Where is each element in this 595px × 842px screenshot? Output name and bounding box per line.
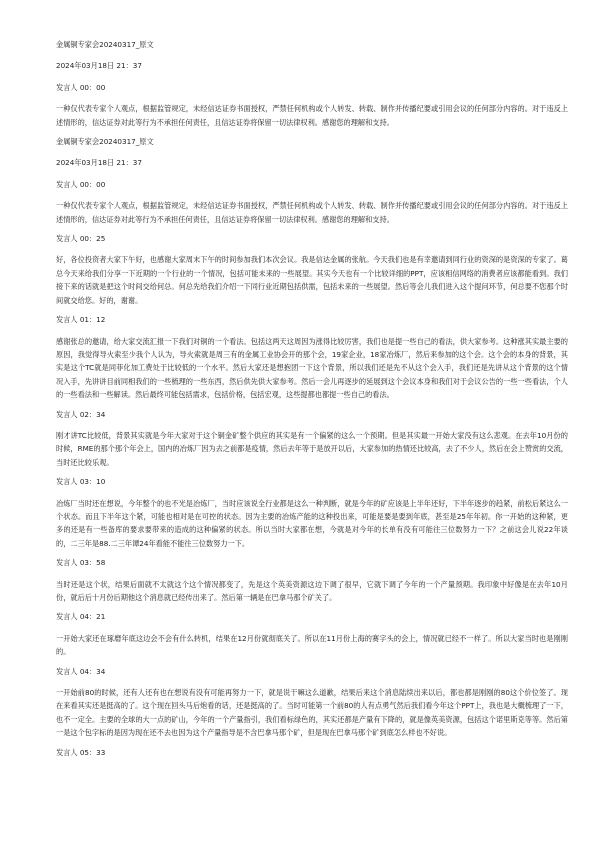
speaker-label: 发言人 05：33 — [56, 747, 106, 757]
transcript-paragraph: 当时还是这个状，结果后面就不太就这个这个情况都变了，先是这个英美资源这边下调了很早，它就下调了今年的一个产量预期。我印象中好像是在去年10月份，就后后十月份后期他这个消息就已经传出来了。然后第一辆是在巴拿马那个矿关了。 — [56, 579, 568, 602]
doc-timestamp: 2024年03月18日 21：37 — [56, 61, 142, 71]
speaker-label: 发言人 03：58 — [56, 558, 106, 568]
speaker-label: 发言人 00：25 — [56, 234, 106, 244]
speaker-label: 发言人 03：10 — [56, 477, 106, 487]
transcript-paragraph: 好，各位投资者大家下午好，也感谢大家周末下午的时间参加我们本次会议。我是信达金属的张航。今天我们也是有幸邀请到同行业的资深的是资深的专家了。葛总今天来给我们分享一下近期的一个行业的一个情况，包括可能未来的一些展望。其实今天也有一个比较详细的PPT，应该相信网络的消费者应该都能看到。我们接下来的话就是把这个时间交给何总。何总先给我们介绍一下同行业近期包括供需，包括未来的一些展望。然后等会儿我们进入这个提问环节，何总要不您那个时间就交给您。好的，谢谢。 — [56, 255, 568, 305]
doc-timestamp: 2024年03月18日 21：37 — [56, 158, 142, 168]
transcript-paragraph: 一开始大家还在琢磨年底这边会不会有什么转机，结果在12月份就彻底关了。所以在11月份上海的赛字头的会上，情况就已经不一样了。所以大家当时也是刚刚的。 — [56, 633, 568, 657]
speaker-label: 发言人 04：34 — [56, 666, 106, 676]
disclaimer-paragraph: 一种仅代表专家个人观点，根据监管规定，未经信达证券书面授权，严禁任何机构或个人转发、转载、制作并传播纪要或引用会议的任何部分内容的。对于违反上述情形的，信达证券对此等行为不承担任何责任，且信达证券将保留一切法律权利。感谢您的理解和支持。 — [56, 201, 568, 224]
speaker-label: 发言人 04：21 — [56, 612, 106, 622]
transcript-paragraph: 感谢张总的邀请，给大家交流汇报一下我们对铜的一个看法。包括这两天这周因为涨得比较厉害，我们也是提一些自己的看法，供大家参考。这种涨其实最主要的原因，我觉得导火索至少我个人认为，导火索就是周三有的金属工业协会开的那个会，19家企业，18家冶炼厂，然后来参加的这个会。这个会的本身的背景，其实是这个TC就是同菲化加工费处于比较低的一个水平。然后大家还是想抱团一下这个背景，所以我们还是先不从这个会入手，我们还是先讲从这个背景的这个情况入手，先讲讲目前同相我们的一些梳理的一些东西，然后供先供大家参考。然后一会儿再逐步的延展到这个会议本身和我们对于会议公告的一些一些看法，个人的一些看法和一些解读。然后最终可能包括需求，包括价格，包括宏观，这些提都也都提一些自己的看法。 — [56, 336, 568, 400]
document-page — [56, 38, 568, 767]
transcript-paragraph: 刚才讲TC比较低，背景其实就是今年大家对于这个铜金矿整个供应的其实是有一个偏紧的这么一个预期。但是其实最一开始大家没有这么悲观。在去年10月份的时候，RME的那个那个年会上，国内的冶炼厂因为去之前都是疫情，然后去年等于是放开以后，大家参加的热情还比较高，去了不少人，然后在会上赞赏的交流，当时还比较乐观。 — [56, 430, 568, 467]
speaker-label: 发言人 01：12 — [56, 315, 106, 325]
transcript-paragraph: 一开始前80的时候，还有人还有也在想说有没有可能再努力一下，就是说干嘛这么道歉，结果后来这个消息陆续出来以后，都也都是刚刚的80这个价位签了。现在来看其实还是挺高的了。这个现在回头马后炮看的话，还是挺高的了。当时可能第一个前80的人有点勇气然后我们看今年这个PPT上，我也是大概梳理了一下，也不一定全。主要的全球的大一点的矿山，今年的一个产量指引，我们看标绿色的，其实还都是产量有下降的，就是像英美资源，包括这个诺里斯克等等。然后第一是这个包字标的是因为现在还不去也因为这个产量指导是不含巴拿马那个矿，但是现在巴拿马那个矿到底怎么样也不好说。 — [56, 688, 568, 738]
doc-title: 金属铜专家会20240317_原文 — [56, 40, 154, 49]
doc-title: 金属铜专家会20240317_原文 — [56, 137, 154, 147]
speaker-label: 发言人 02：34 — [56, 409, 106, 419]
speaker-label: 发言人 00：00 — [56, 179, 106, 189]
transcript-paragraph: 冶炼厂当时还在想说，今年整个的也不光是冶炼厂，当时应该说全行业都是这么一种判断，就是今年的矿应该是上半年还好，下半年逐步的趋紧，前松后紧这么一个状态。而且下半年这个紧，可能也相对是在可控的状态。因为主要的冶炼产能的这种投出来，可能是要是要到年底，甚至是25年年初。你一开始的这种紧，更多的还是有一些备库的要求要带来的造成的这种偏紧的状态。所以当时大家都在想，今就是对今年的长单有没有可能往三位数努力一下？之前这会儿说22年谈的，二三年是88.二三年谭24年看能不能往三位数努力一下。 — [56, 498, 568, 548]
disclaimer-paragraph: 一种仅代表专家个人观点，根据监管规定，未经信达证券书面授权，严禁任何机构或个人转发、转载、制作并传播纪要或引用会议的任何部分内容的。对于违反上述情形的，信达证券对此等行为不承担任何责任，且信达证券将保留一切法律权利。感谢您的理解和支持。 — [56, 104, 568, 127]
speaker-label: 发言人 00：00 — [56, 82, 106, 92]
